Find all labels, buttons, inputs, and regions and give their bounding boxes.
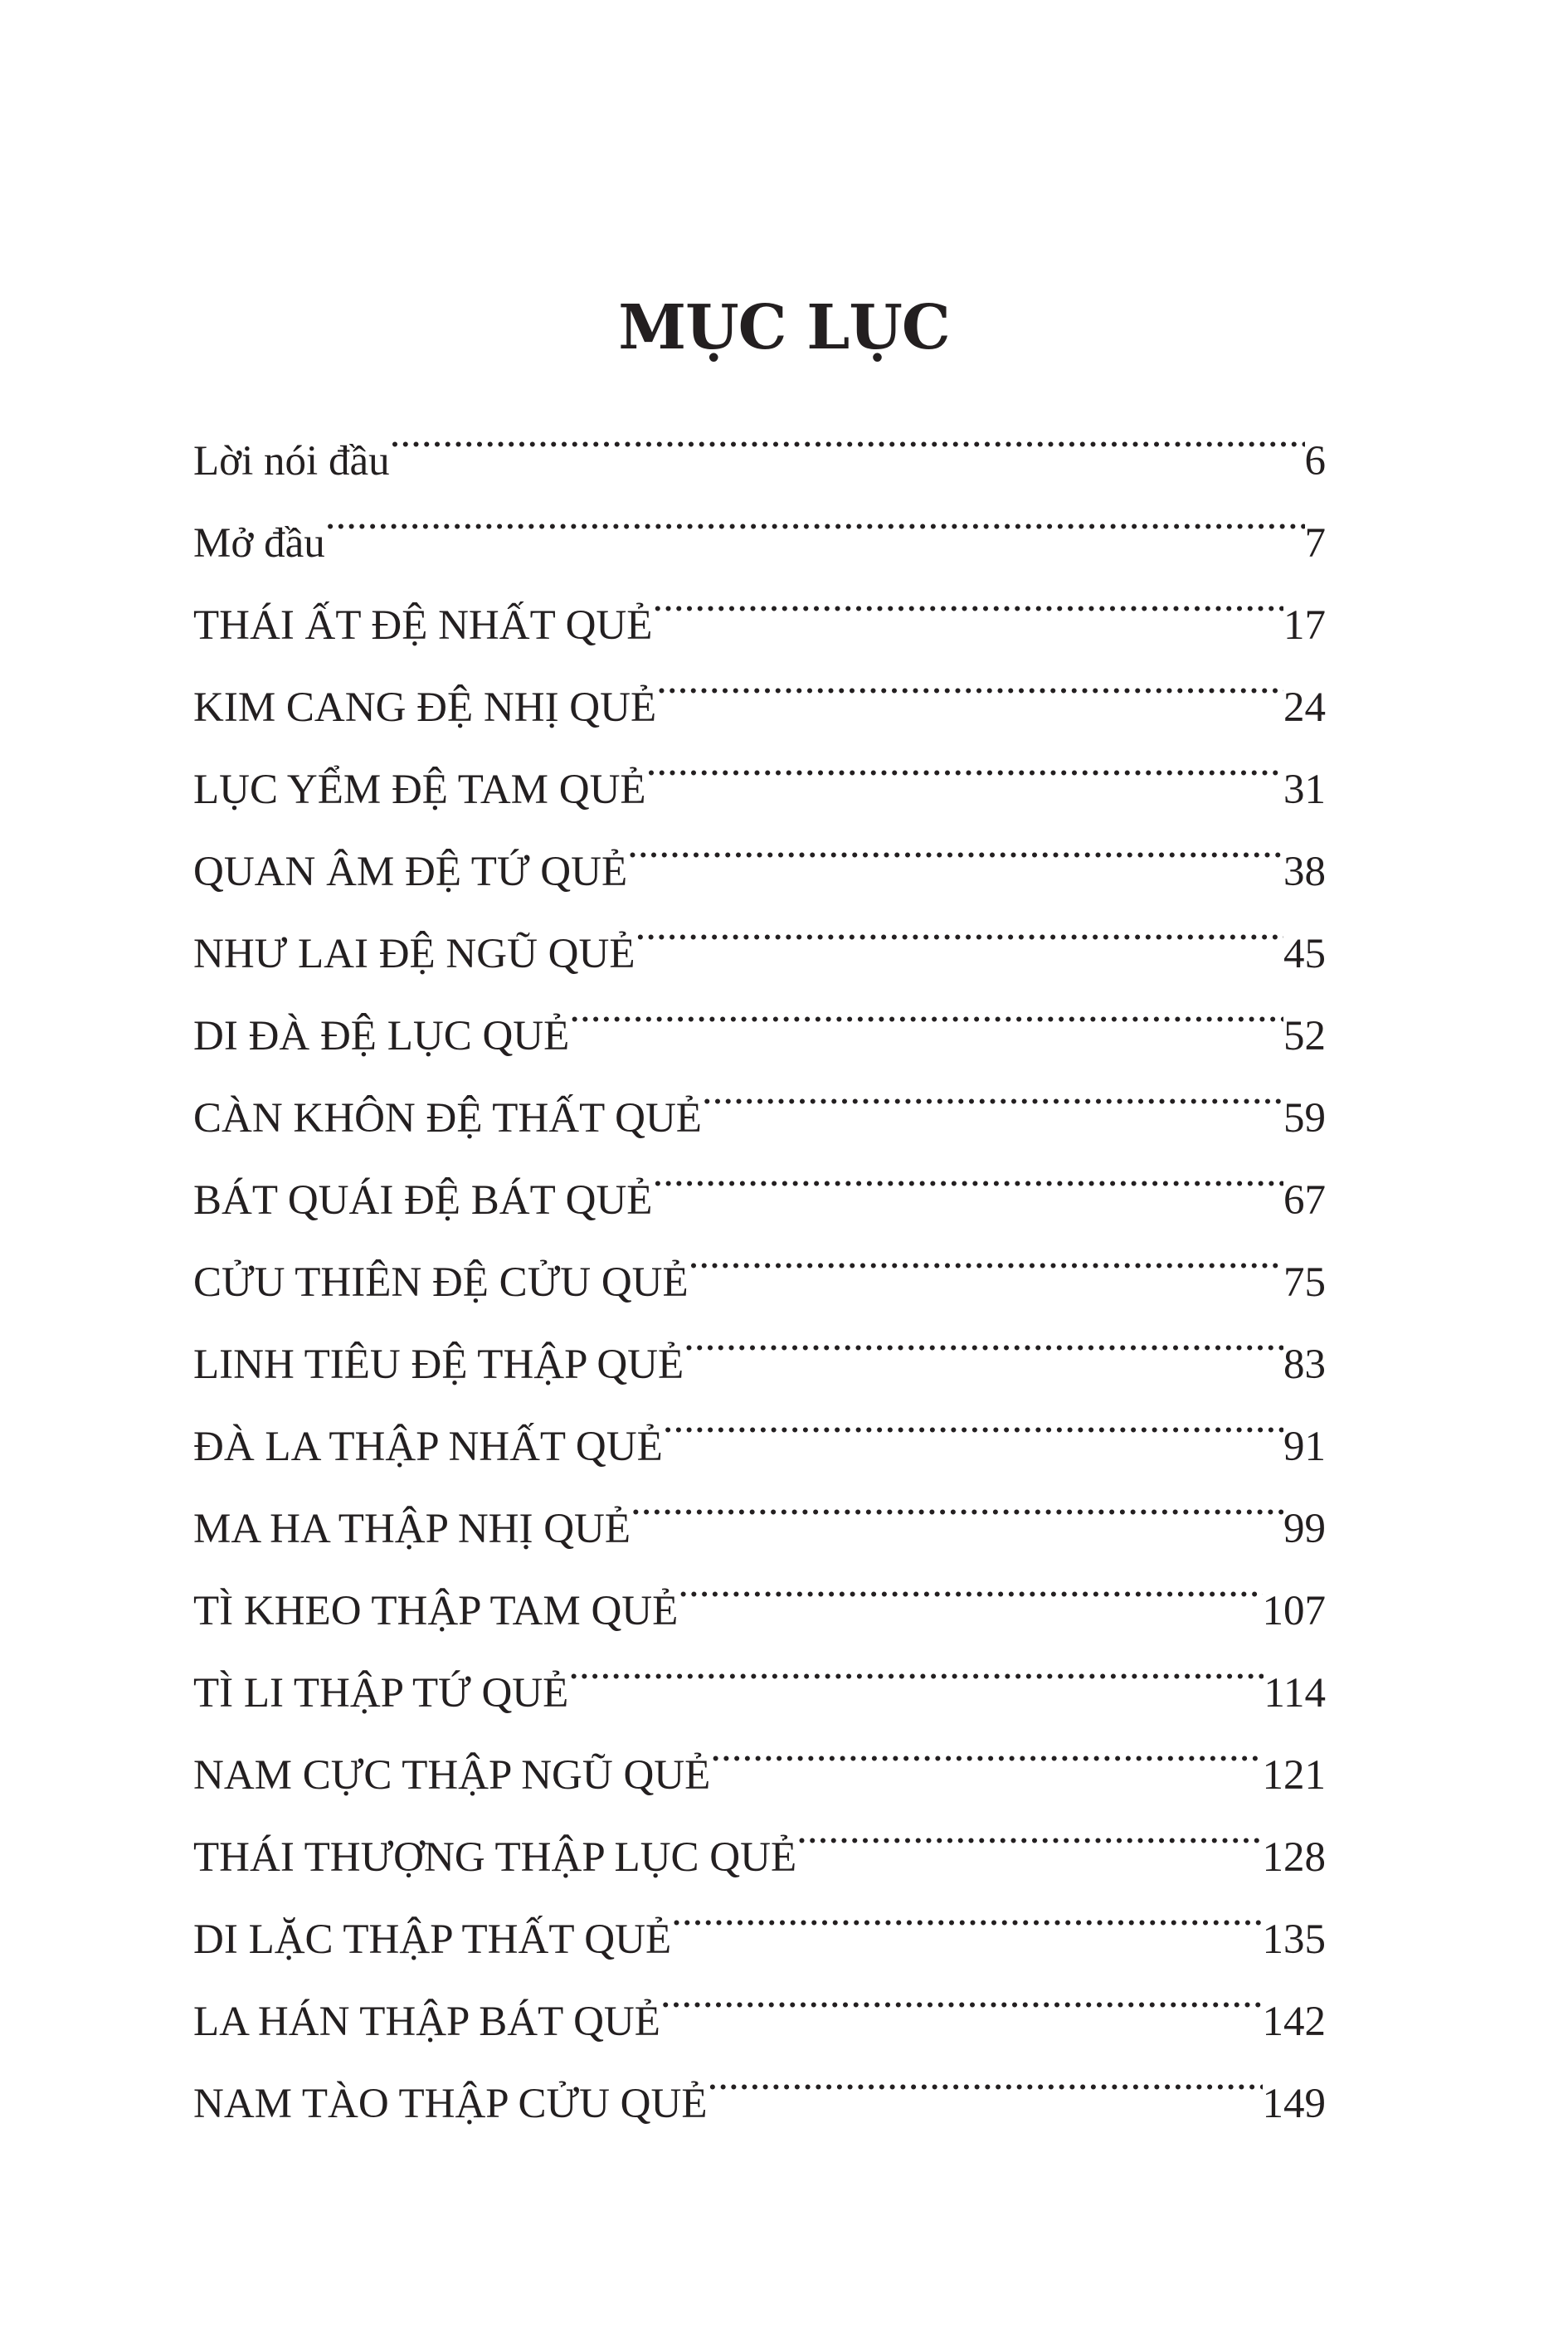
toc-entry-label: BÁT QUÁI ĐỆ BÁT QUẺ (193, 1177, 653, 1224)
page-title: MỤC LỤC (618, 292, 950, 363)
toc-entry-label: THÁI ẤT ĐỆ NHẤT QUẺ (193, 602, 653, 649)
toc-entry-page: 128 (1263, 1817, 1327, 1899)
toc-entry-page: 75 (1283, 1242, 1326, 1324)
toc-entry-page: 135 (1263, 1899, 1327, 1981)
toc-entry-label: DI LẶC THẬP THẤT QUẺ (193, 1916, 672, 1963)
toc-leader-dots (663, 1378, 1283, 1460)
toc-entry-label: LA HÁN THẬP BÁT QUẺ (193, 1999, 660, 2045)
toc-entry-label: NAM CỰC THẬP NGŨ QUẺ (193, 1752, 711, 1799)
toc-leader-dots (660, 1953, 1263, 2035)
toc-entry-page: 31 (1283, 749, 1326, 831)
toc-leader-dots (631, 1460, 1283, 1542)
toc-leader-dots (708, 2035, 1263, 2117)
toc-entry-page: 7 (1305, 503, 1327, 585)
toc-entry-page: 38 (1283, 831, 1326, 913)
toc-entry-page: 83 (1283, 1324, 1326, 1406)
toc-entry-label: TÌ LI THẬP TỨ QUẺ (193, 1670, 569, 1717)
toc-entry-page: 17 (1283, 585, 1326, 667)
toc-entry[interactable] (193, 557, 1326, 649)
toc-entry-page: 121 (1263, 1735, 1327, 1817)
toc-leader-dots (702, 1049, 1283, 1132)
toc-leader-dots (646, 721, 1283, 803)
toc-leader-dots (656, 639, 1283, 721)
toc-leader-dots (652, 557, 1283, 639)
toc-entry-label: TÌ KHEO THẬP TAM QUẺ (193, 1588, 679, 1634)
toc-leader-dots (627, 803, 1283, 885)
toc-entry-page: 99 (1283, 1488, 1326, 1570)
toc-entry-label: DI ĐÀ ĐỆ LỤC QUẺ (193, 1013, 570, 1059)
toc-leader-dots (710, 1707, 1262, 1789)
toc-leader-dots (569, 967, 1283, 1049)
toc-entry-label: LINH TIÊU ĐỆ THẬP QUẺ (193, 1342, 684, 1388)
toc-entry-label: CÀN KHÔN ĐỆ THẤT QUẺ (193, 1095, 702, 1142)
toc-entry-label: CỬU THIÊN ĐỆ CỬU QUẺ (193, 1259, 689, 1306)
toc-entry-label: QUAN ÂM ĐỆ TỨ QUẺ (193, 849, 628, 895)
toc-entry-page: 6 (1305, 421, 1327, 503)
toc-leader-dots (390, 392, 1305, 475)
toc-leader-dots (678, 1542, 1262, 1624)
toc-entry-label: NAM TÀO THẬP CỬU QUẺ (193, 2081, 708, 2127)
toc-entry-label: NHƯ LAI ĐỆ NGŨ QUẺ (193, 931, 635, 977)
toc-entry-label: MA HA THẬP NHỊ QUẺ (193, 1506, 631, 1552)
toc-entry-label: Mở đầu (193, 520, 325, 567)
toc-leader-dots (796, 1789, 1262, 1871)
toc-entry[interactable] (193, 475, 1326, 567)
toc-entry-page: 149 (1263, 2063, 1327, 2145)
toc-entry-label: Lời nói đầu (193, 438, 390, 485)
toc-entry-page: 67 (1283, 1160, 1326, 1242)
toc-leader-dots (635, 885, 1284, 967)
toc-leader-dots (689, 1214, 1283, 1296)
toc-entry-page: 45 (1283, 913, 1326, 996)
toc-leader-dots (325, 475, 1305, 557)
toc-entry-page: 142 (1263, 1981, 1327, 2063)
toc-entry-label: ĐÀ LA THẬP NHẤT QUẺ (193, 1424, 663, 1470)
toc-entry-label: THÁI THƯỢNG THẬP LỤC QUẺ (193, 1834, 797, 1881)
toc-entry-label: LỤC YỂM ĐỆ TAM QUẺ (193, 767, 646, 813)
toc-entry[interactable] (193, 392, 1326, 485)
toc-leader-dots (568, 1624, 1264, 1707)
table-of-contents (193, 392, 1326, 2127)
toc-entry-page: 52 (1283, 996, 1326, 1078)
toc-entry-label: KIM CANG ĐỆ NHỊ QUẺ (193, 684, 657, 731)
toc-leader-dots (684, 1296, 1283, 1378)
toc-entry-page: 114 (1264, 1653, 1326, 1735)
toc-entry-page: 59 (1283, 1078, 1326, 1160)
toc-entry-page: 91 (1283, 1406, 1326, 1488)
toc-leader-dots (652, 1132, 1283, 1214)
toc-entry-page: 24 (1283, 667, 1326, 749)
toc-entry-page: 107 (1263, 1570, 1327, 1653)
toc-leader-dots (671, 1871, 1262, 1953)
